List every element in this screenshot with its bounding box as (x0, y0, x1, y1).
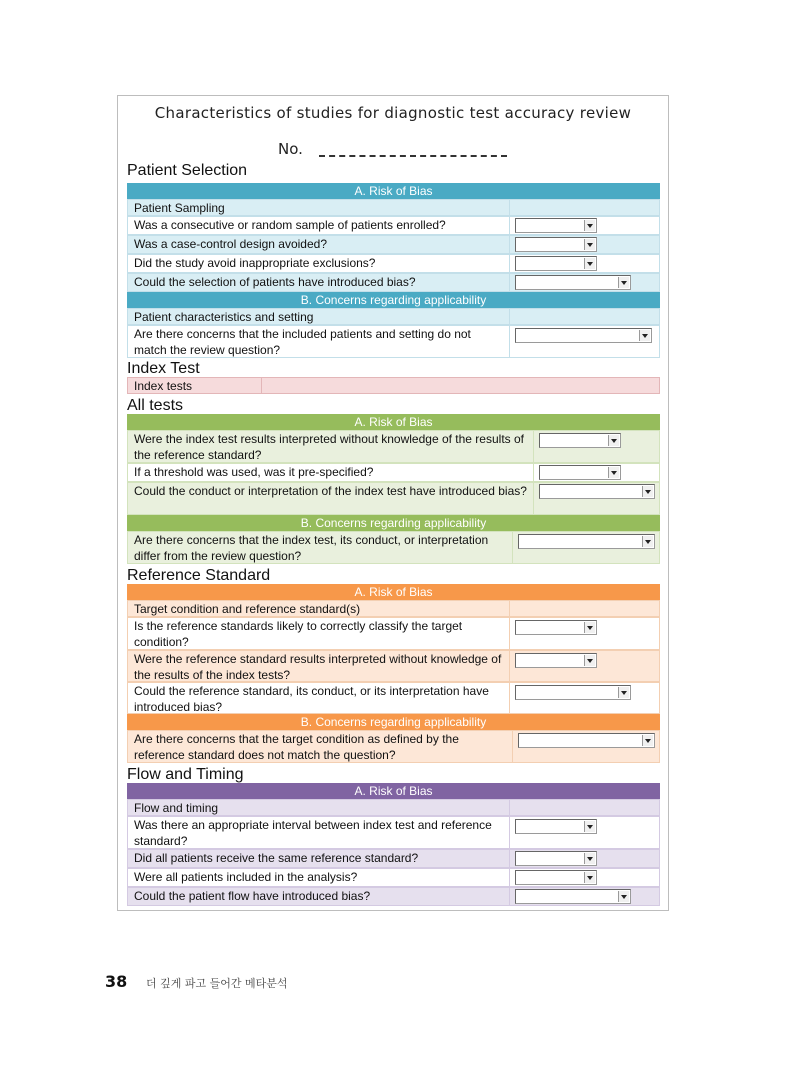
column-divider (509, 325, 510, 358)
question-text: Did the study avoid inappropriate exclusions? (134, 256, 376, 270)
answer-dropdown[interactable] (515, 218, 597, 233)
answer-dropdown[interactable] (518, 534, 655, 549)
column-divider (509, 887, 510, 906)
chevron-down-icon[interactable] (639, 330, 650, 341)
question-text: Was there an appropriate interval between index test and reference standard? (134, 818, 492, 848)
chevron-down-icon[interactable] (584, 622, 595, 633)
risk-of-bias-bar: A. Risk of Bias (127, 584, 660, 600)
question-text: Could the selection of patients have introduced bias? (134, 275, 416, 289)
section-heading-patient-selection: Patient Selection (127, 162, 248, 179)
question-text: Flow and timing (134, 801, 219, 815)
risk-of-bias-bar: A. Risk of Bias (127, 414, 660, 430)
question-row (127, 816, 660, 849)
answer-dropdown[interactable] (515, 275, 631, 290)
question-row (127, 650, 660, 682)
question-text: Did all patients receive the same reference standard? (134, 851, 419, 865)
column-divider (509, 600, 510, 617)
sub-header-row (127, 600, 660, 617)
column-divider (509, 254, 510, 273)
question-text: Could the reference standard, its conduct, or its interpretation have introduced bias? (134, 684, 489, 714)
chevron-down-icon[interactable] (618, 891, 629, 902)
column-divider (509, 199, 510, 216)
question-text: Were all patients included in the analysis? (134, 870, 358, 884)
chevron-down-icon[interactable] (642, 486, 653, 497)
question-text: Could the conduct or interpretation of the index test have introduced bias? (134, 484, 527, 498)
question-row (127, 463, 660, 482)
column-divider (509, 235, 510, 254)
section-heading-reference-standard: Reference Standard (127, 567, 271, 584)
page-number: 38 (105, 972, 128, 991)
answer-dropdown[interactable] (515, 870, 597, 885)
question-row (127, 482, 660, 515)
sub-header-row (127, 199, 660, 216)
question-text: Patient Sampling (134, 201, 225, 215)
section-heading-index-test: Index Test (127, 360, 200, 377)
question-text: Are there concerns that the index test, its conduct, or interpretation differ from the review question? (134, 533, 489, 563)
chevron-down-icon[interactable] (584, 655, 595, 666)
chevron-down-icon[interactable] (584, 258, 595, 269)
question-row (127, 430, 660, 463)
chevron-down-icon[interactable] (584, 220, 595, 231)
question-text: If a threshold was used, was it pre-specified? (134, 465, 374, 479)
chevron-down-icon[interactable] (608, 467, 619, 478)
answer-dropdown[interactable] (515, 237, 597, 252)
chevron-down-icon[interactable] (618, 277, 629, 288)
column-divider (261, 377, 262, 394)
chevron-down-icon[interactable] (608, 435, 619, 446)
question-row (127, 216, 660, 235)
question-row (127, 730, 660, 763)
answer-dropdown[interactable] (515, 685, 631, 700)
answer-dropdown[interactable] (515, 256, 597, 271)
question-row (127, 325, 660, 358)
question-text: Was a case-control design avoided? (134, 237, 327, 251)
answer-dropdown[interactable] (515, 889, 631, 904)
answer-dropdown[interactable] (539, 465, 621, 480)
column-divider (509, 216, 510, 235)
column-divider (509, 617, 510, 650)
risk-of-bias-bar: A. Risk of Bias (127, 783, 660, 799)
column-divider (509, 799, 510, 816)
column-divider (509, 816, 510, 849)
answer-dropdown[interactable] (515, 620, 597, 635)
chevron-down-icon[interactable] (642, 735, 653, 746)
question-text: Is the reference standards likely to correctly classify the target condition? (134, 619, 463, 649)
question-row (127, 617, 660, 650)
question-text: Were the index test results interpreted without knowledge of the results of the reference standard? (134, 432, 524, 462)
question-text: Are there concerns that the target condition as defined by the reference standard does not match the question? (134, 732, 459, 762)
question-text: Were the reference standard results interpreted without knowledge of the results of the index tests? (134, 652, 502, 682)
answer-dropdown[interactable] (515, 851, 597, 866)
column-divider (509, 650, 510, 682)
column-divider (509, 849, 510, 868)
question-row (127, 273, 660, 292)
sub-header-row (127, 308, 660, 325)
column-divider (512, 730, 513, 763)
number-blank (319, 149, 507, 157)
answer-dropdown[interactable] (515, 328, 652, 343)
question-row (127, 849, 660, 868)
chevron-down-icon[interactable] (618, 687, 629, 698)
column-divider (533, 430, 534, 463)
question-row (127, 531, 660, 564)
sub-header-row (127, 799, 660, 816)
column-divider (512, 531, 513, 564)
risk-of-bias-bar: A. Risk of Bias (127, 183, 660, 199)
concerns-applicability-bar: B. Concerns regarding applicability (127, 714, 660, 730)
answer-dropdown[interactable] (515, 819, 597, 834)
form-frame (117, 95, 669, 911)
document-number (278, 140, 507, 158)
question-row (127, 887, 660, 906)
document-title: Characteristics of studies for diagnostic test accuracy review (154, 104, 632, 122)
chevron-down-icon[interactable] (584, 821, 595, 832)
running-title: 더 깊게 파고 들어간 메타분석 (146, 977, 288, 990)
question-text: Patient characteristics and setting (134, 310, 314, 324)
question-row (127, 868, 660, 887)
number-label: No. (278, 140, 303, 158)
sub-header-row (127, 377, 660, 394)
concerns-applicability-bar: B. Concerns regarding applicability (127, 515, 660, 531)
column-divider (509, 308, 510, 325)
answer-dropdown[interactable] (539, 433, 621, 448)
answer-dropdown[interactable] (518, 733, 655, 748)
column-divider (533, 482, 534, 515)
column-divider (509, 868, 510, 887)
section-heading-flow-and-timing: Flow and Timing (127, 766, 244, 783)
column-divider (509, 682, 510, 714)
question-row (127, 254, 660, 273)
question-text: Target condition and reference standard(s) (134, 602, 361, 616)
chevron-down-icon[interactable] (584, 239, 595, 250)
concerns-applicability-bar: B. Concerns regarding applicability (127, 292, 660, 308)
answer-dropdown[interactable] (539, 484, 655, 499)
section-heading-all-tests: All tests (127, 397, 184, 414)
question-row (127, 235, 660, 254)
column-divider (533, 463, 534, 482)
chevron-down-icon[interactable] (584, 853, 595, 864)
chevron-down-icon[interactable] (584, 872, 595, 883)
question-text: Was a consecutive or random sample of patients enrolled? (134, 218, 446, 232)
chevron-down-icon[interactable] (642, 536, 653, 547)
question-text: Could the patient flow have introduced bias? (134, 889, 371, 903)
question-text: Index tests (134, 379, 193, 393)
column-divider (509, 273, 510, 292)
question-text: Are there concerns that the included patients and setting do not match the review question? (134, 327, 471, 357)
question-row (127, 682, 660, 714)
answer-dropdown[interactable] (515, 653, 597, 668)
